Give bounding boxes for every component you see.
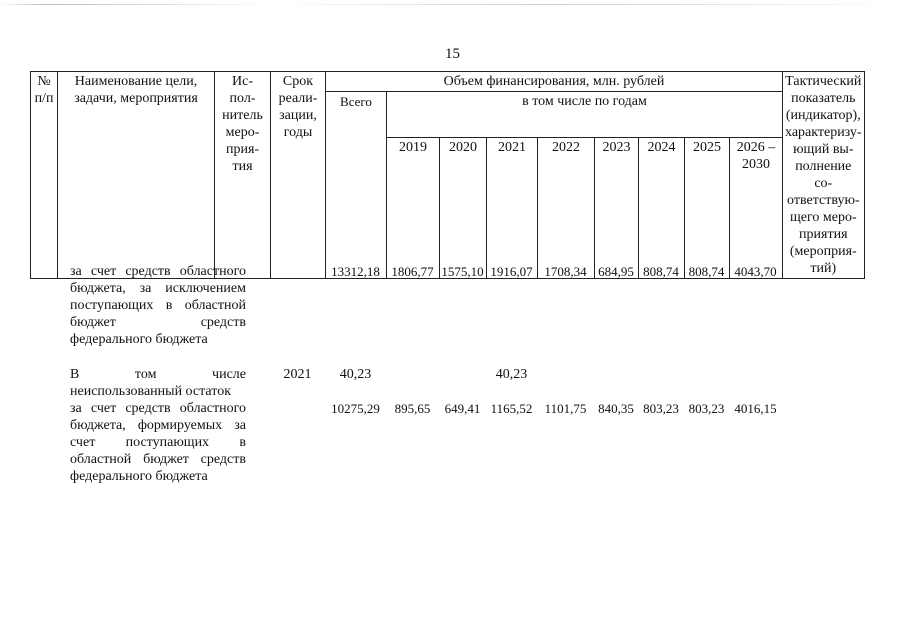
header-indicator: Тактический показатель (индикатор), характеризу- ющий вы- полнение со- ответствую- щего меро- приятия (мероприя- тий): [783, 72, 865, 279]
row-value-2021: 40,23: [495, 367, 528, 382]
header-num: № п/п: [31, 72, 58, 279]
header-year-2025: 2025: [685, 138, 730, 279]
header-executor: Ис- пол- нитель меро- прия- тия: [215, 72, 271, 279]
row-total: 13312,18: [331, 264, 380, 279]
scan-edge: [0, 4, 905, 5]
row-value-2020: 649,41: [444, 401, 481, 416]
row-value-2023: 840,35: [598, 401, 634, 416]
row-value-2019: 1806,77: [391, 264, 434, 279]
row-value-2021: 1165,52: [490, 401, 533, 416]
row-total: 10275,29: [331, 401, 380, 416]
row-value-2025: 803,23: [688, 401, 725, 416]
row-value-2023: 684,95: [598, 264, 634, 279]
row-term: 2021: [283, 367, 312, 382]
header-total: Всего: [326, 92, 387, 279]
row-value-2022: 1101,75: [544, 401, 587, 416]
row-name: за счет средств областного бюджета, за исключением поступающих в областной бюджет средств федерального бюджета: [70, 264, 246, 347]
row-value-2020: 1575,10: [441, 264, 484, 279]
row-value-2022: 1708,34: [544, 264, 587, 279]
row-value-2026-2030: 4016,15: [734, 401, 777, 416]
row-name: за счет средств областного бюджета, формируемых за счет поступающих в областной бюджет средств федерального бюджета: [70, 401, 246, 484]
header-financing: Объем финансирования, млн. рублей: [326, 72, 783, 92]
header-year-2019: 2019: [387, 138, 440, 279]
header-year-2020: 2020: [440, 138, 487, 279]
header-name: Наименование цели, задачи, мероприятия: [58, 72, 215, 279]
header-term: Срок реали- зации, годы: [271, 72, 326, 279]
header-year-2023: 2023: [595, 138, 639, 279]
row-total: 40,23: [339, 367, 372, 382]
header-by-years: в том числе по годам: [387, 92, 783, 138]
row-value-2025: 808,74: [688, 264, 725, 279]
header-year-2021: 2021: [487, 138, 538, 279]
page-number: 15: [445, 46, 460, 62]
row-value-2026-2030: 4043,70: [734, 264, 777, 279]
header-year-2026-2030: 2026 – 2030: [730, 138, 783, 279]
row-value-2021: 1916,07: [490, 264, 533, 279]
row-value-2024: 808,74: [643, 264, 679, 279]
row-value-2019: 895,65: [394, 401, 431, 416]
row-value-2024: 803,23: [643, 401, 679, 416]
header-year-2024: 2024: [639, 138, 685, 279]
row-name: В том числе неиспользованный остаток: [70, 367, 246, 399]
header-year-2022: 2022: [538, 138, 595, 279]
financing-table-header: [30, 71, 865, 279]
